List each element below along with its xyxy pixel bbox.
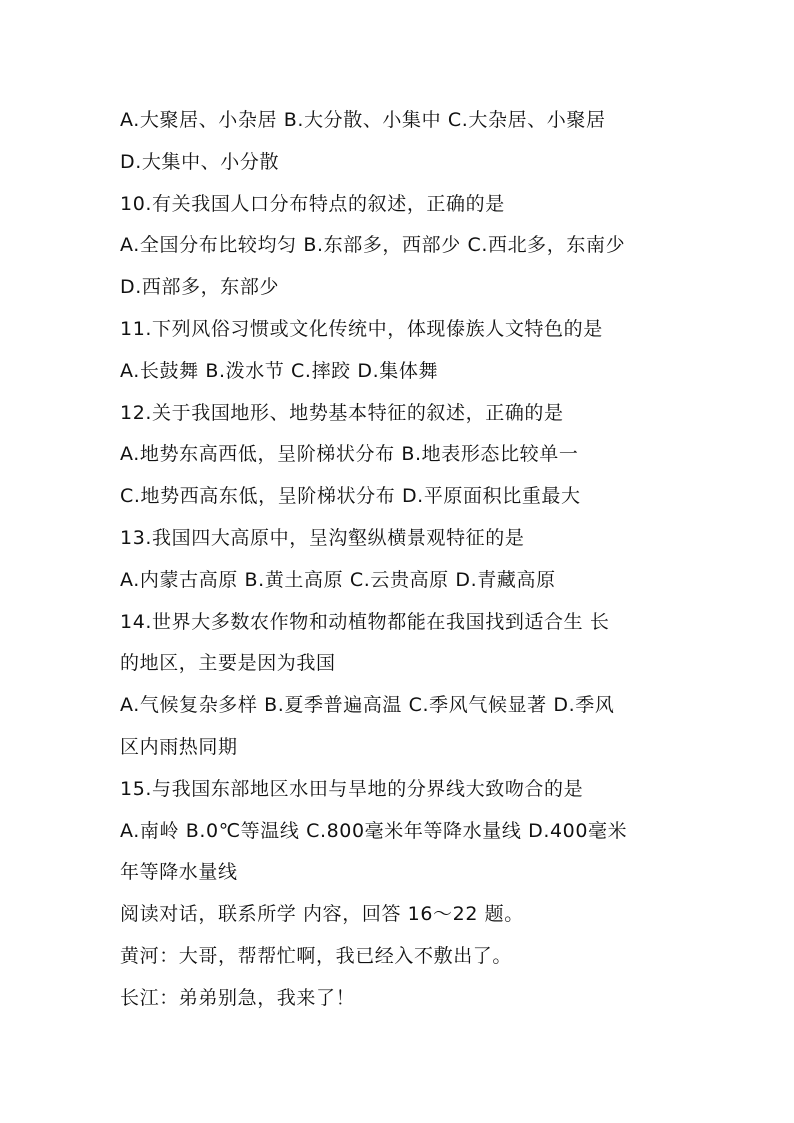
option-line-q13: A.内蒙古高原 B.黄土高原 C.云贵高原 D.青藏高原 bbox=[120, 568, 556, 591]
option-line-q10: A.全国分布比较均匀 B.东部多，西部少 C.西北多，东南少 bbox=[120, 234, 626, 257]
option-line-q12-ab: A.地势东高西低，呈阶梯状分布 B.地表形态比较单一 bbox=[120, 443, 579, 466]
option-line-q15-cont: 年等降水量线 bbox=[120, 861, 238, 884]
dialogue-changjiang: 长江：弟弟别急，我来了！ bbox=[120, 986, 356, 1009]
question-14: 14.世界大多数农作物和动植物都能在我国找到适合生 长 bbox=[120, 610, 610, 633]
question-15: 15.与我国东部地区水田与旱地的分界线大致吻合的是 bbox=[120, 777, 584, 800]
option-line-q10-d: D.西部多，东部少 bbox=[120, 276, 280, 299]
question-11: 11.下列风俗习惯或文化传统中，体现傣族人文特色的是 bbox=[120, 317, 603, 340]
document-page bbox=[120, 100, 680, 1020]
question-14-cont: 的地区，主要是因为我国 bbox=[120, 652, 336, 675]
dialogue-huanghe: 黄河：大哥，帮帮忙啊，我已经入不敷出了。 bbox=[120, 944, 513, 967]
option-line-q9: A.大聚居、小杂居 B.大分散、小集中 C.大杂居、小聚居 bbox=[120, 109, 606, 131]
question-12: 12.关于我国地形、地势基本特征的叙述，正确的是 bbox=[120, 401, 564, 424]
question-13: 13.我国四大高原中，呈沟壑纵横景观特征的是 bbox=[120, 526, 525, 549]
option-line-q15: A.南岭 B.0℃等温线 C.800毫米年等降水量线 D.400毫米 bbox=[120, 819, 628, 842]
option-line-q14: A.气候复杂多样 B.夏季普遍高温 C.季风气候显著 D.季风 bbox=[120, 694, 615, 717]
option-line-q9-d: D.大集中、小分散 bbox=[120, 150, 280, 173]
option-line-q12-cd: C.地势西高东低，呈阶梯状分布 D.平原面积比重最大 bbox=[120, 485, 581, 508]
reading-instruction: 阅读对话，联系所学 内容，回答 16～22 题。 bbox=[120, 903, 524, 926]
option-line-q11: A.长鼓舞 B.泼水节 C.摔跤 D.集体舞 bbox=[120, 359, 439, 382]
question-10: 10.有关我国人口分布特点的叙述，正确的是 bbox=[120, 192, 505, 215]
option-line-q14-cont: 区内雨热同期 bbox=[120, 735, 238, 758]
